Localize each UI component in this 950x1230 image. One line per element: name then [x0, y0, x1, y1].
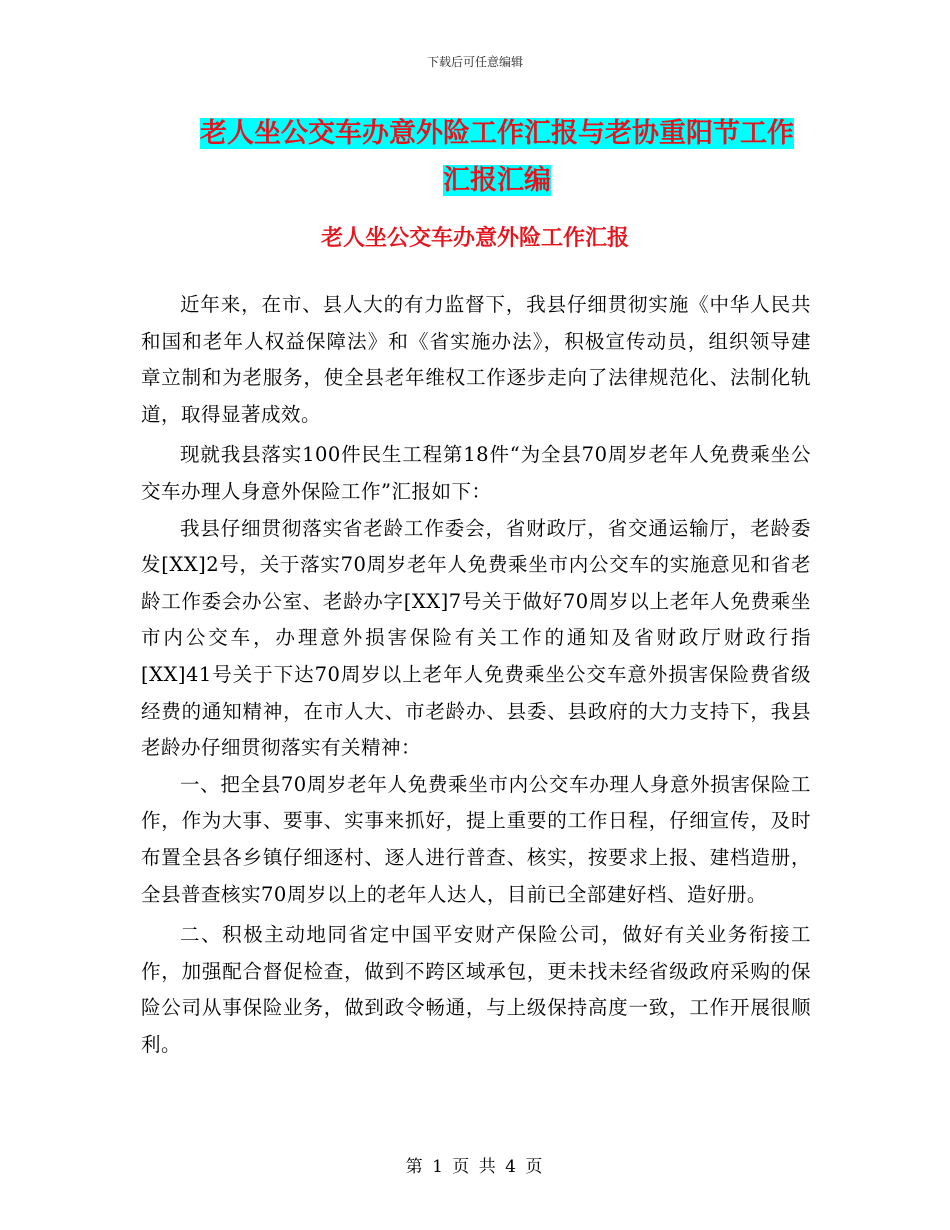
header-note: 下载后可任意编辑 [426, 55, 523, 69]
paragraph-4: 一、把全县70周岁老年人免费乘坐市内公交车办理人身意外损害保险工作，作为大事、要事、实事来抓好，提上重要的工作日程，仔细宣传，及时布置全县各乡镇仔细逐村、逐人进行普查、核实，按要求上报、建档造册，全县普查核实70周岁以上的老年人达人，目前已全部建好档、造好册。 [141, 772, 811, 906]
main-title [192, 110, 802, 204]
main-title-text: 老人坐公交车办意外险工作汇报与老协重阳节工作汇报汇编 [200, 118, 794, 196]
paragraph-5: 二、积极主动地同省定中国平安财产保险公司，做好有关业务衔接工作，加强配合督促检查，做到不跨区域承包，更未找未经省级政府采购的保险公司从事保险业务，做到政令畅通，与上级保持高度一致，工作开展很顺利。 [141, 923, 811, 1056]
body-text [141, 287, 811, 1063]
page-number: 第 1 页 共 4 页 [405, 1157, 545, 1177]
paragraph-1: 近年来，在市、县人大的有力监督下，我县仔细贯彻实施《中华人民共和国和老年人权益保障法》和《省实施办法》，积极宣传动员，组织领导建章立制和为老服务，使全县老年维权工作逐步走向了法律规范化、法制化轨道，取得显著成效。 [141, 293, 811, 426]
paragraph-3: 我县仔细贯彻落实省老龄工作委会，省财政厅，省交通运输厅，老龄委发[XX]2号，关于落实70周岁老年人免费乘坐市内公交车的实施意见和省老龄工作委会办公室、老龄办字[XX]7号关于做好70周岁以上老年人免费乘坐市内公交车，办理意外损害保险有关工作的通知及省财政厅财政行指[XX]41号关于下达70周岁以上老年人免费乘坐公交车意外损害保险费省级经费的通知精神，在市人大、市老龄办、县委、县政府的大力支持下，我县老龄办仔细贯彻落实有关精神： [141, 516, 811, 760]
section-title: 老人坐公交车办意外险工作汇报 [320, 226, 629, 251]
paragraph-2: 现就我县落实100件民生工程第18件“为全县70周岁老年人免费乘坐公交车办理人身意外保险工作”汇报如下： [141, 443, 811, 503]
